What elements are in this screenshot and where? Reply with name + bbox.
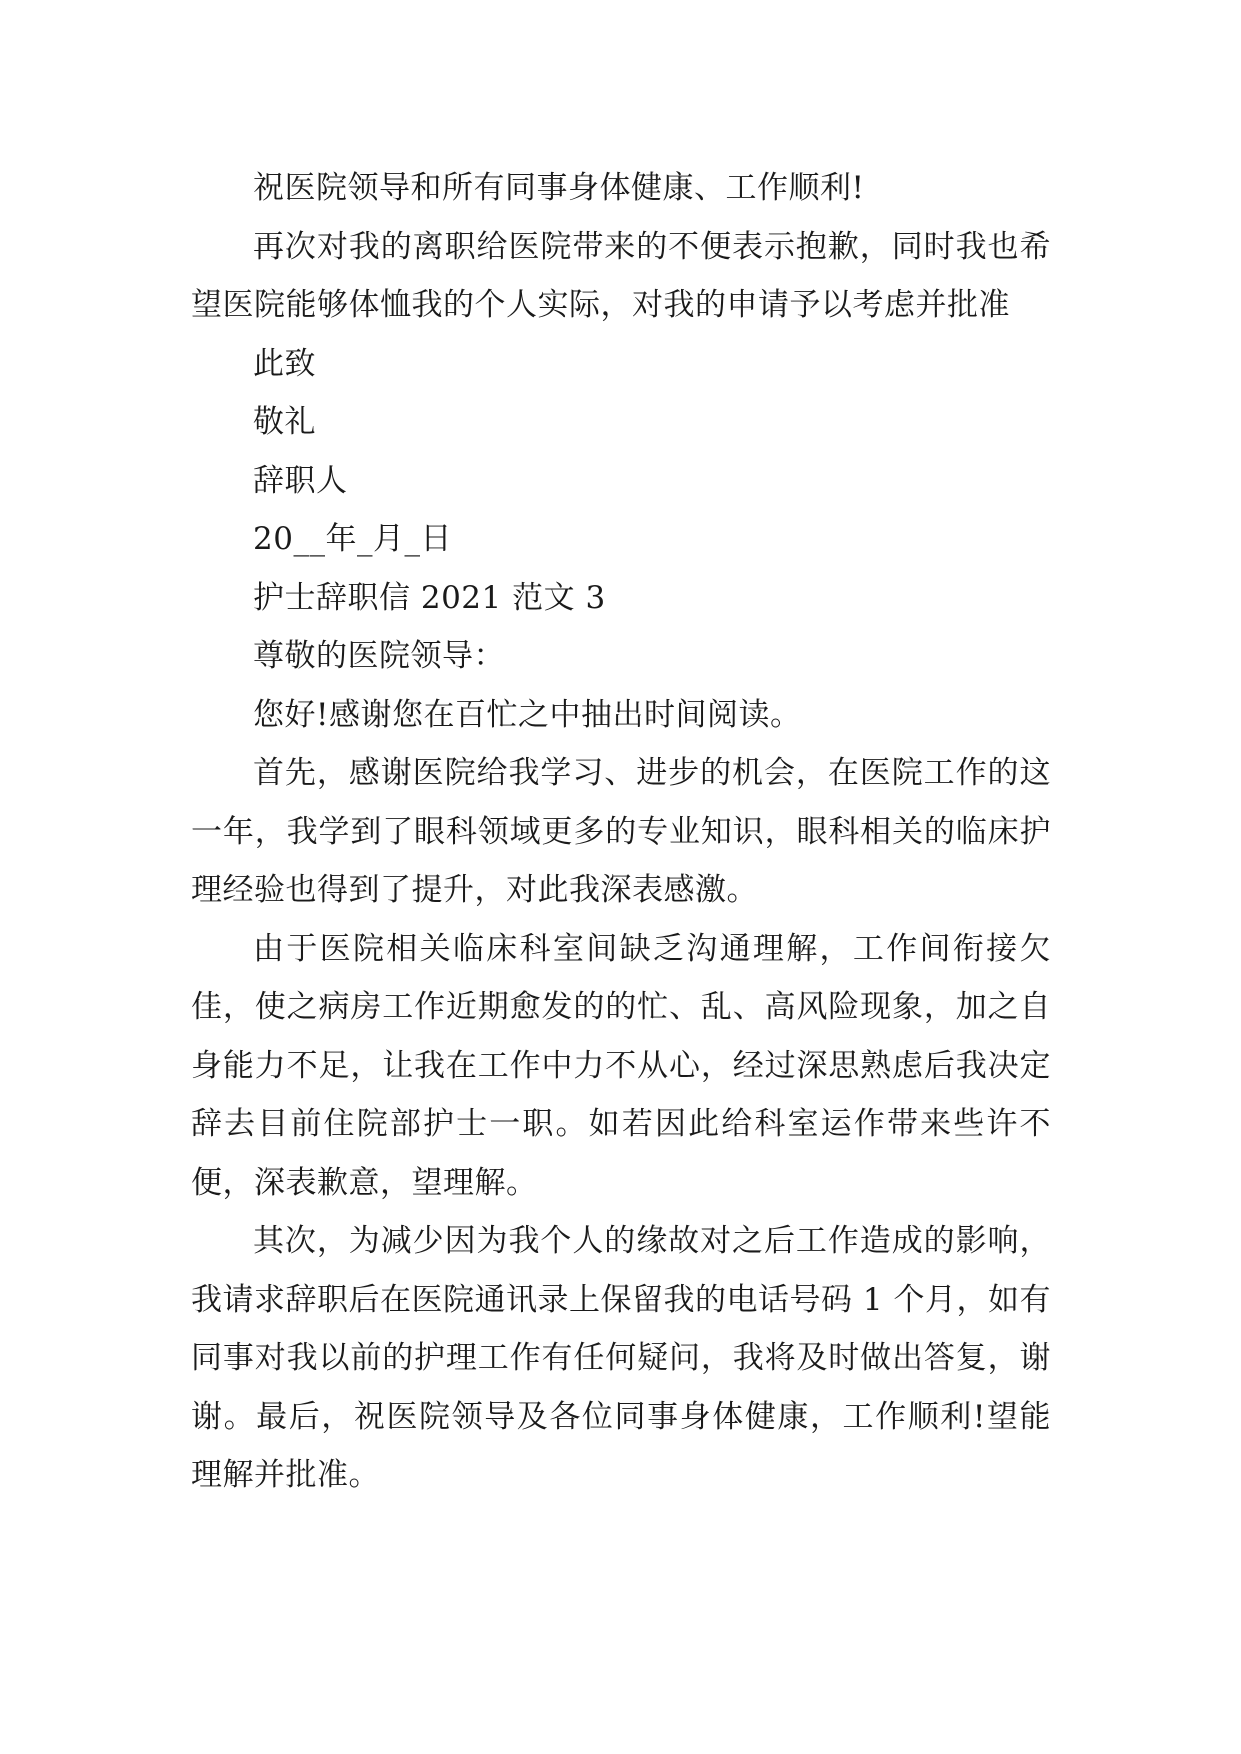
date-line: 20__年_月_日	[253, 521, 452, 557]
greeting-line: 尊敬的医院领导：	[253, 638, 505, 674]
signature-label: 辞职人	[253, 462, 348, 499]
letter-body	[191, 159, 1051, 1505]
section-title: 护士辞职信 2021 范文 3	[253, 579, 606, 616]
gratitude-paragraph: 首先，感谢医院给我学习、进步的机会，在医院工作的这一年，我学到了眼科领域更多的专业知识，眼科相关的临床护理经验也得到了提升，对此我深表感激。	[191, 755, 1051, 908]
opening-thanks: 您好!感谢您在百忙之中抽出时间阅读。	[253, 696, 802, 733]
reason-paragraph: 由于医院相关临床科室间缺乏沟通理解，工作间衔接欠佳，使之病房工作近期愈发的的忙、乱、高风险现象，加之自身能力不足，让我在工作中力不从心，经过深思熟虑后我决定辞去目前住院部护士一职。如若因此给科室运作带来些许不便，深表歉意，望理解。	[191, 930, 1051, 1201]
closing-wishes-paragraph: 祝医院领导和所有同事身体健康、工作顺利!	[253, 170, 865, 206]
salutation-jingli: 敬礼	[253, 404, 316, 440]
salutation-cizhi: 此致	[253, 345, 316, 382]
apology-paragraph: 再次对我的离职给医院带来的不便表示抱歉，同时我也希望医院能够体恤我的个人实际，对我的申请予以考虑并批准	[191, 228, 1051, 323]
request-paragraph: 其次，为减少因为我个人的缘故对之后工作造成的影响，我请求辞职后在医院通讯录上保留我的电话号码 1 个月，如有同事对我以前的护理工作有任何疑问，我将及时做出答复，谢谢。最后，祝医院领导及各位同事身体健康，工作顺利!望能理解并批准。	[191, 1223, 1051, 1493]
